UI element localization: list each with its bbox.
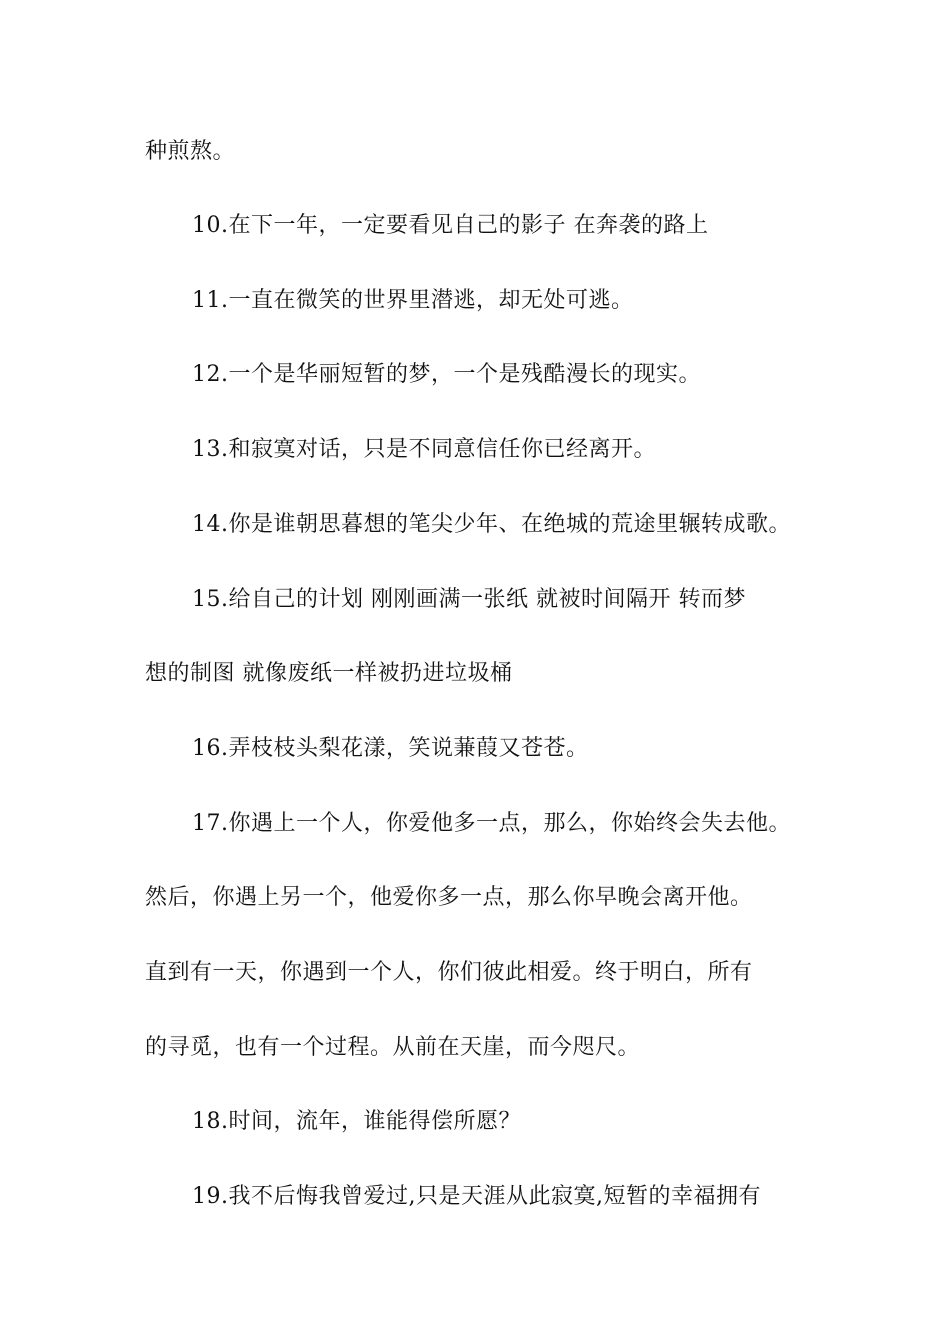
text-line: 然后，你遇上另一个，他爱你多一点，那么你早晚会离开他。 xyxy=(145,885,753,910)
text-line: 16.弄枝枝头梨花漾，笑说蒹葭又苍苍。 xyxy=(192,736,589,761)
text-line: 14.你是谁朝思暮想的笔尖少年、在绝城的荒途里辗转成歌。 xyxy=(192,512,791,537)
text-line: 10.在下一年，一定要看见自己的影子 在奔袭的路上 xyxy=(192,213,709,238)
text-line: 15.给自己的计划 刚刚画满一张纸 就被时间隔开 转而梦 xyxy=(192,587,746,612)
text-line: 的寻觅，也有一个过程。从前在天崖，而今咫尺。 xyxy=(145,1035,641,1060)
text-line: 18.时间，流年，谁能得偿所愿？ xyxy=(192,1109,521,1134)
text-line: 种煎熬。 xyxy=(145,139,236,164)
text-line: 想的制图 就像废纸一样被扔进垃圾桶 xyxy=(145,661,513,686)
text-line: 17.你遇上一个人，你爱他多一点，那么，你始终会失去他。 xyxy=(192,811,791,836)
text-line: 11.一直在微笑的世界里潜逃，却无处可逃。 xyxy=(192,288,634,313)
text-line: 12.一个是华丽短暂的梦，一个是残酷漫长的现实。 xyxy=(192,362,701,387)
text-line: 19.我不后悔我曾爱过,只是天涯从此寂寞,短暂的幸福拥有 xyxy=(192,1184,761,1209)
text-line: 直到有一天，你遇到一个人，你们彼此相爱。终于明白，所有 xyxy=(145,960,753,985)
text-line: 13.和寂寞对话，只是不同意信任你已经离开。 xyxy=(192,437,656,462)
